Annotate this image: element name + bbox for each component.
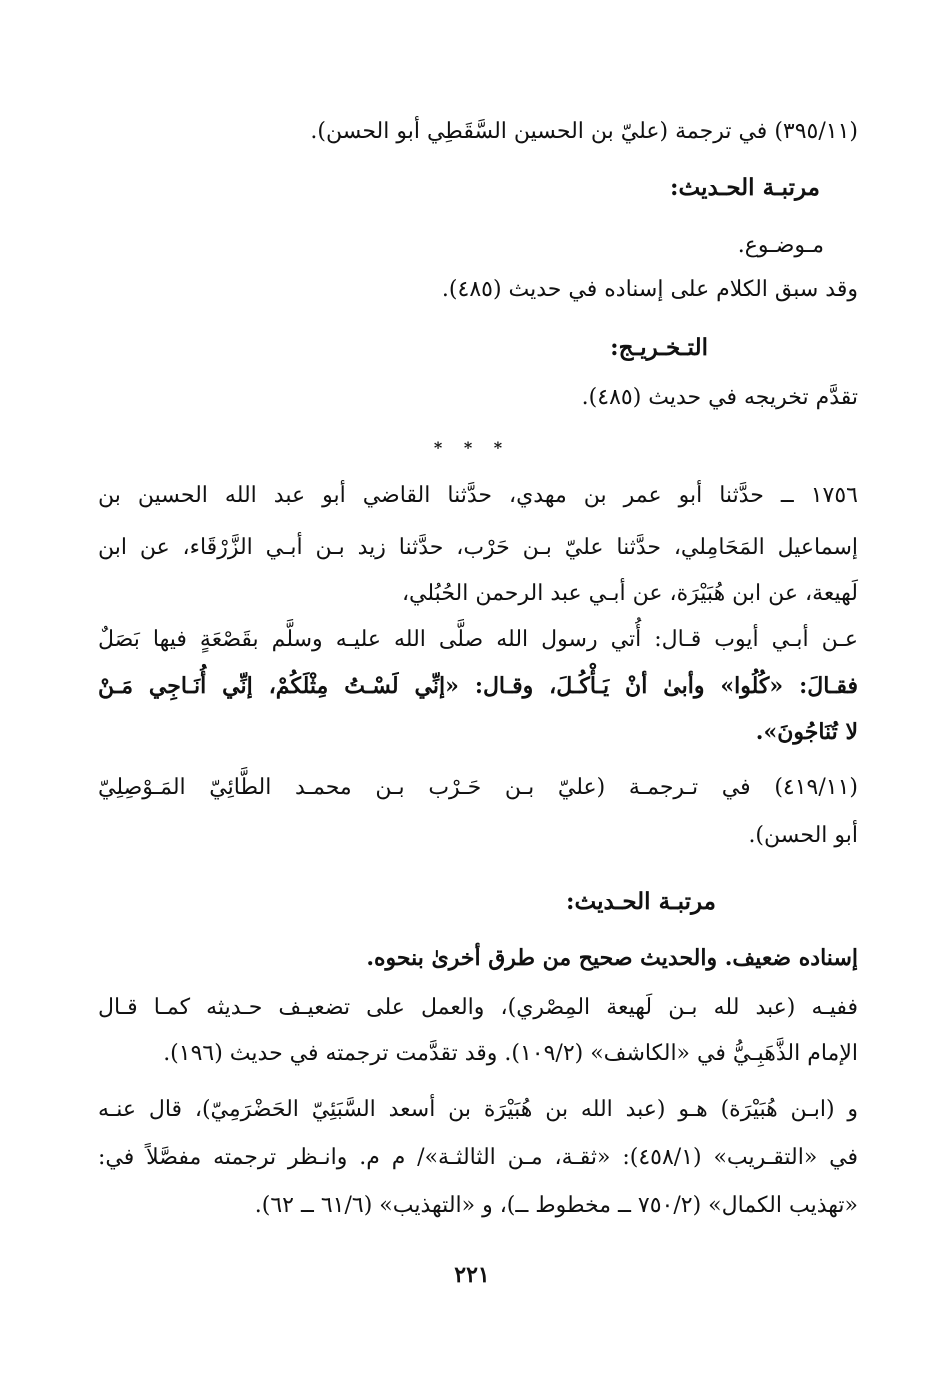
- hadith-isnad-line: إسماعيل المَحَامِلي، حدَّثنا عليّ بـن حَرْب، حدَّثنا زيد بـن أبـي الزَّرْقَاء، عن ابن: [98, 535, 858, 560]
- reference-line: أبو الحسن).: [748, 823, 858, 848]
- hadith-matn-line: فقـالَ: «كُلُوا» وأبىٰ أنْ يَـأْكُـلَ، وقـال: «إنِّي لَسْـتُ مِثْلَكُمْ، إنِّي أُنَـاجِي مَـنْ: [98, 673, 858, 699]
- grade-line: مـوضـوع.: [737, 233, 824, 258]
- commentary-line: و (ابـن هُبَيْرَة) هـو (عبد الله بن هُبَيْرَة بن أسعد السَّبَئِيّ الحَضْرَمِيّ)، قال عنـه: [98, 1097, 858, 1122]
- section-separator: * * *: [433, 438, 511, 457]
- commentary-line: الإمام الذَّهَبِـيُّ في «الكاشف» (١٠٩/٢). وقد تقدَّمت ترجمته في حديث (١٩٦).: [163, 1041, 858, 1066]
- hadith-isnad-line: لَهيعة، عن ابن هُبَيْرَة، عن أبـي عبد الرحمن الحُبُلي،: [401, 581, 858, 606]
- section-heading-rank: مرتبـة الحـديث:: [670, 174, 820, 201]
- section-heading-rank: مرتبـة الحـديث:: [566, 888, 716, 915]
- reference-line: (٣٩٥/١١) في ترجمة (عليّ بن الحسين السَّقَطِي أبو الحسن).: [310, 119, 858, 144]
- text-line: تقدَّم تخريجه في حديث (٤٨٥).: [581, 385, 858, 410]
- hadith-isnad-line: ١٧٥٦ ــ حدَّثنا أبو عمر بن مهدي، حدَّثنا القاضي أبو عبد الله الحسين بن: [98, 483, 858, 508]
- hadith-matn-line: لا تُنَاجُونَ».: [755, 719, 858, 745]
- section-heading-takhrij: التـخـريـج:: [610, 334, 708, 361]
- commentary-line: «تهذيب الكمال» (٧٥٠/٢ ــ مخطوط ــ)، و «التهذيب» (٦١/٦ ــ ٦٢).: [254, 1193, 858, 1218]
- page-number: ٢٢١: [454, 1262, 490, 1288]
- hadith-matn-line: عـن أبـي أيوب قـال: أُتي رسول الله صلَّى الله عليـه وسلَّم بقَصْعَةٍ فيها بَصَلٌ: [98, 627, 858, 652]
- text-line: وقد سبق الكلام على إسناده في حديث (٤٨٥).: [441, 277, 858, 302]
- commentary-line: في «التقـريب» (٤٥٨/١): «ثقـة، مـن الثالثـة»/ م م. وانـظر ترجمته مفصَّلاً في:: [98, 1145, 858, 1170]
- grade-line: إسناده ضعيف. والحديث صحيح من طرق أخرىٰ بنحوه.: [366, 945, 858, 971]
- commentary-line: ففيـه (عبد لله بـن لَهيعة المِصْري)، والعمل على تضعيـف حـديثه كمـا قـال: [98, 995, 858, 1020]
- reference-line: (٤١٩/١١) في تـرجمـة (عليّ بـن حَـرْب بـن محمـد الطَّائِيّ المَـوْصِلِيّ: [98, 775, 858, 800]
